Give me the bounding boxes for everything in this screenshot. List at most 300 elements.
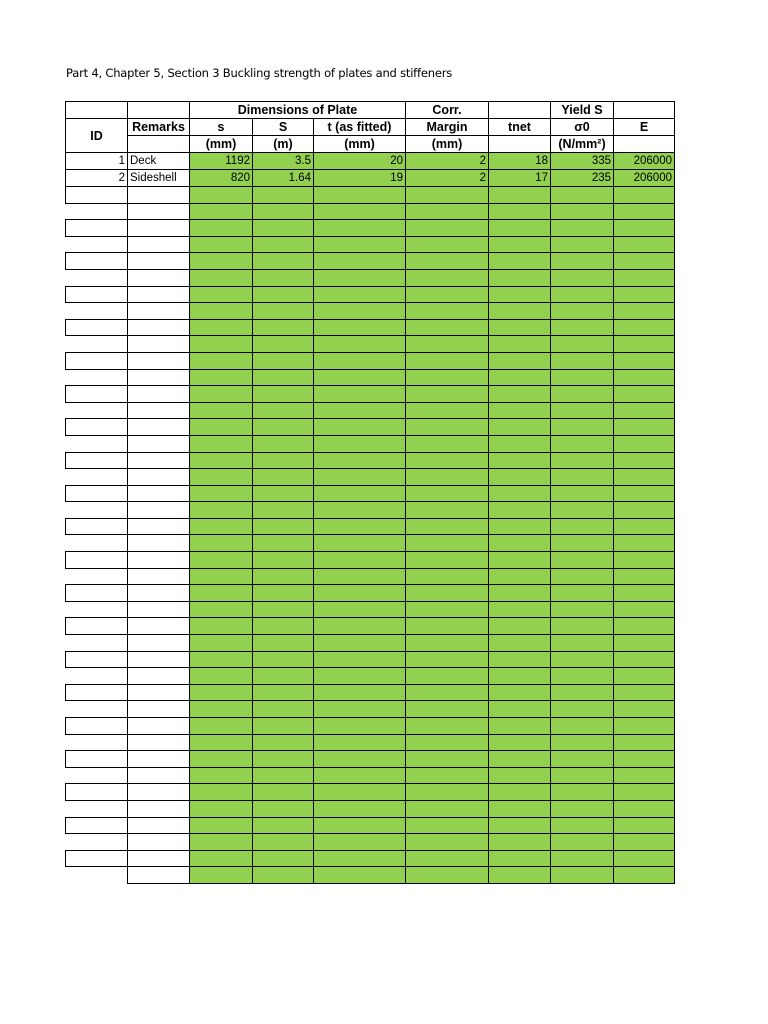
tnet-cell[interactable] — [489, 518, 551, 535]
s-cell[interactable] — [190, 419, 253, 436]
s-cell[interactable] — [190, 269, 253, 286]
margin-cell[interactable] — [406, 352, 489, 369]
margin-cell[interactable]: 2 — [406, 153, 489, 170]
remarks-cell[interactable] — [128, 236, 190, 253]
tnet-cell[interactable] — [489, 303, 551, 320]
s-cell[interactable] — [190, 850, 253, 867]
sigma-cell[interactable] — [551, 203, 614, 220]
sigma-cell[interactable] — [551, 800, 614, 817]
remarks-cell[interactable] — [128, 618, 190, 635]
t-cell[interactable] — [314, 867, 406, 884]
s-cell[interactable] — [190, 684, 253, 701]
S-cell[interactable] — [253, 767, 314, 784]
S-header[interactable]: S — [253, 119, 314, 136]
sigma-cell[interactable] — [551, 419, 614, 436]
S-cell[interactable] — [253, 535, 314, 552]
e-cell[interactable] — [614, 286, 675, 303]
id-cell[interactable] — [66, 718, 128, 735]
margin-cell[interactable] — [406, 635, 489, 652]
sigma-cell[interactable] — [551, 585, 614, 602]
s-cell[interactable] — [190, 187, 253, 204]
S-cell[interactable] — [253, 718, 314, 735]
S-cell[interactable] — [253, 502, 314, 519]
tnet-cell[interactable] — [489, 800, 551, 817]
margin-cell[interactable] — [406, 452, 489, 469]
tnet-cell[interactable]: 17 — [489, 170, 551, 187]
id-cell[interactable] — [66, 236, 128, 253]
yield-header[interactable]: Yield S — [551, 102, 614, 119]
e-cell[interactable] — [614, 269, 675, 286]
tnet-cell[interactable] — [489, 601, 551, 618]
e-cell[interactable] — [614, 718, 675, 735]
id-cell[interactable] — [66, 253, 128, 270]
sigma-cell[interactable] — [551, 784, 614, 801]
t-header[interactable]: t (as fitted) — [314, 119, 406, 136]
s-cell[interactable] — [190, 552, 253, 569]
e-cell[interactable] — [614, 618, 675, 635]
id-cell[interactable] — [66, 585, 128, 602]
e-cell[interactable] — [614, 601, 675, 618]
id-cell[interactable] — [66, 635, 128, 652]
e-unit[interactable] — [614, 136, 675, 153]
id-cell[interactable] — [66, 800, 128, 817]
tnet-cell[interactable] — [489, 369, 551, 386]
id-cell[interactable] — [66, 601, 128, 618]
remarks-cell[interactable] — [128, 286, 190, 303]
e-cell[interactable] — [614, 684, 675, 701]
S-cell[interactable] — [253, 817, 314, 834]
e-cell[interactable] — [614, 502, 675, 519]
id-cell[interactable] — [66, 435, 128, 452]
t-cell[interactable] — [314, 751, 406, 768]
id-cell[interactable] — [66, 303, 128, 320]
S-cell[interactable] — [253, 601, 314, 618]
tnet-cell[interactable] — [489, 220, 551, 237]
e-cell[interactable] — [614, 220, 675, 237]
margin-cell[interactable]: 2 — [406, 170, 489, 187]
remarks-cell[interactable] — [128, 718, 190, 735]
margin-cell[interactable] — [406, 668, 489, 685]
remarks-cell[interactable] — [128, 319, 190, 336]
remarks-cell[interactable] — [128, 253, 190, 270]
S-cell[interactable] — [253, 684, 314, 701]
tnet-cell[interactable] — [489, 635, 551, 652]
sigma-cell[interactable] — [551, 402, 614, 419]
S-cell[interactable] — [253, 552, 314, 569]
e-header[interactable]: E — [614, 119, 675, 136]
id-cell[interactable] — [66, 734, 128, 751]
margin-cell[interactable] — [406, 502, 489, 519]
e-cell[interactable] — [614, 635, 675, 652]
S-cell[interactable] — [253, 369, 314, 386]
tnet-cell[interactable] — [489, 668, 551, 685]
sigma-cell[interactable]: 235 — [551, 170, 614, 187]
s-cell[interactable] — [190, 518, 253, 535]
S-cell[interactable] — [253, 187, 314, 204]
t-cell[interactable] — [314, 286, 406, 303]
margin-cell[interactable] — [406, 319, 489, 336]
s-cell[interactable] — [190, 469, 253, 486]
sigma-cell[interactable] — [551, 718, 614, 735]
margin-cell[interactable] — [406, 269, 489, 286]
sigma-cell[interactable]: 335 — [551, 153, 614, 170]
S-cell[interactable] — [253, 651, 314, 668]
t-cell[interactable] — [314, 269, 406, 286]
corr-header[interactable]: Corr. — [406, 102, 489, 119]
remarks-cell[interactable] — [128, 485, 190, 502]
id-cell[interactable] — [66, 751, 128, 768]
margin-cell[interactable] — [406, 867, 489, 884]
sigma-cell[interactable] — [551, 502, 614, 519]
S-cell[interactable] — [253, 568, 314, 585]
e-cell[interactable] — [614, 469, 675, 486]
sigma-cell[interactable] — [551, 485, 614, 502]
e-cell[interactable] — [614, 485, 675, 502]
s-cell[interactable] — [190, 336, 253, 353]
remarks-cell[interactable] — [128, 834, 190, 851]
sigma-cell[interactable] — [551, 269, 614, 286]
t-cell[interactable] — [314, 319, 406, 336]
S-cell[interactable] — [253, 734, 314, 751]
e-cell[interactable] — [614, 518, 675, 535]
remarks-cell[interactable] — [128, 601, 190, 618]
tnet-cell[interactable] — [489, 684, 551, 701]
remarks-cell[interactable] — [128, 386, 190, 403]
t-cell[interactable] — [314, 850, 406, 867]
t-cell[interactable] — [314, 236, 406, 253]
sigma-cell[interactable] — [551, 535, 614, 552]
t-cell[interactable] — [314, 336, 406, 353]
sigma-cell[interactable] — [551, 701, 614, 718]
remarks-cell[interactable] — [128, 352, 190, 369]
tnet-cell[interactable] — [489, 568, 551, 585]
s-cell[interactable] — [190, 286, 253, 303]
tnet-cell[interactable] — [489, 236, 551, 253]
id-cell[interactable] — [66, 386, 128, 403]
sigma-cell[interactable] — [551, 751, 614, 768]
e-cell[interactable] — [614, 701, 675, 718]
tnet-cell[interactable] — [489, 751, 551, 768]
margin-cell[interactable] — [406, 618, 489, 635]
tnet-cell[interactable] — [489, 435, 551, 452]
id-cell[interactable] — [66, 352, 128, 369]
s-cell[interactable] — [190, 203, 253, 220]
tnet-cell[interactable] — [489, 336, 551, 353]
s-unit[interactable]: (mm) — [190, 136, 253, 153]
remarks-cell[interactable]: Deck — [128, 153, 190, 170]
sigma-cell[interactable] — [551, 668, 614, 685]
sigma-cell[interactable] — [551, 187, 614, 204]
tnet-cell[interactable] — [489, 784, 551, 801]
tnet-cell[interactable] — [489, 552, 551, 569]
s-cell[interactable] — [190, 253, 253, 270]
sigma-cell[interactable] — [551, 220, 614, 237]
margin-cell[interactable] — [406, 850, 489, 867]
t-cell[interactable] — [314, 502, 406, 519]
t-cell[interactable] — [314, 568, 406, 585]
remarks-cell[interactable] — [128, 784, 190, 801]
tnet-cell[interactable] — [489, 352, 551, 369]
margin-cell[interactable] — [406, 552, 489, 569]
remarks-cell[interactable] — [128, 751, 190, 768]
S-cell[interactable] — [253, 867, 314, 884]
remarks-header-top[interactable] — [128, 102, 190, 119]
margin-header[interactable]: Margin — [406, 119, 489, 136]
sigma-cell[interactable] — [551, 684, 614, 701]
S-cell[interactable] — [253, 518, 314, 535]
s-cell[interactable] — [190, 834, 253, 851]
tnet-cell[interactable] — [489, 253, 551, 270]
e-cell[interactable] — [614, 452, 675, 469]
tnet-cell[interactable] — [489, 767, 551, 784]
sigma-cell[interactable] — [551, 518, 614, 535]
remarks-cell[interactable] — [128, 469, 190, 486]
sigma-cell[interactable] — [551, 817, 614, 834]
t-cell[interactable] — [314, 651, 406, 668]
S-cell[interactable] — [253, 419, 314, 436]
remarks-cell[interactable] — [128, 668, 190, 685]
margin-cell[interactable] — [406, 220, 489, 237]
t-cell[interactable] — [314, 419, 406, 436]
e-cell[interactable] — [614, 834, 675, 851]
s-cell[interactable]: 820 — [190, 170, 253, 187]
s-cell[interactable] — [190, 220, 253, 237]
e-cell[interactable] — [614, 817, 675, 834]
S-cell[interactable] — [253, 834, 314, 851]
tnet-cell[interactable] — [489, 718, 551, 735]
e-cell[interactable] — [614, 585, 675, 602]
s-cell[interactable] — [190, 751, 253, 768]
t-cell[interactable] — [314, 618, 406, 635]
remarks-cell[interactable]: Sideshell — [128, 170, 190, 187]
margin-cell[interactable] — [406, 535, 489, 552]
S-cell[interactable] — [253, 635, 314, 652]
S-cell[interactable] — [253, 402, 314, 419]
margin-cell[interactable] — [406, 518, 489, 535]
margin-cell[interactable] — [406, 601, 489, 618]
id-cell[interactable]: 1 — [66, 153, 128, 170]
e-header-top[interactable] — [614, 102, 675, 119]
id-cell[interactable] — [66, 850, 128, 867]
id-cell[interactable] — [66, 618, 128, 635]
S-cell[interactable] — [253, 800, 314, 817]
t-cell[interactable] — [314, 684, 406, 701]
s-cell[interactable]: 1192 — [190, 153, 253, 170]
tnet-cell[interactable] — [489, 419, 551, 436]
s-cell[interactable] — [190, 452, 253, 469]
t-cell[interactable] — [314, 552, 406, 569]
remarks-cell[interactable] — [128, 535, 190, 552]
sigma-unit[interactable]: (N/mm²) — [551, 136, 614, 153]
s-cell[interactable] — [190, 734, 253, 751]
S-cell[interactable] — [253, 253, 314, 270]
tnet-cell[interactable] — [489, 651, 551, 668]
S-cell[interactable] — [253, 319, 314, 336]
t-cell[interactable] — [314, 734, 406, 751]
id-cell[interactable] — [66, 502, 128, 519]
S-cell[interactable] — [253, 618, 314, 635]
sigma-cell[interactable] — [551, 635, 614, 652]
id-cell[interactable] — [66, 817, 128, 834]
margin-cell[interactable] — [406, 684, 489, 701]
sigma-cell[interactable] — [551, 767, 614, 784]
e-cell[interactable] — [614, 303, 675, 320]
id-cell[interactable] — [66, 767, 128, 784]
sigma-cell[interactable] — [551, 867, 614, 884]
S-cell[interactable] — [253, 286, 314, 303]
sigma-cell[interactable] — [551, 319, 614, 336]
margin-cell[interactable] — [406, 800, 489, 817]
tnet-cell[interactable]: 18 — [489, 153, 551, 170]
remarks-cell[interactable] — [128, 585, 190, 602]
S-cell[interactable] — [253, 336, 314, 353]
tnet-cell[interactable] — [489, 469, 551, 486]
margin-cell[interactable] — [406, 469, 489, 486]
remarks-cell[interactable] — [128, 867, 190, 884]
remarks-cell[interactable] — [128, 651, 190, 668]
s-cell[interactable] — [190, 618, 253, 635]
e-cell[interactable] — [614, 800, 675, 817]
e-cell[interactable] — [614, 767, 675, 784]
s-cell[interactable] — [190, 601, 253, 618]
tnet-header-top[interactable] — [489, 102, 551, 119]
dimensions-of-plate-header[interactable]: Dimensions of Plate — [190, 102, 406, 119]
margin-cell[interactable] — [406, 784, 489, 801]
s-cell[interactable] — [190, 352, 253, 369]
s-cell[interactable] — [190, 635, 253, 652]
e-cell[interactable] — [614, 419, 675, 436]
e-cell[interactable] — [614, 568, 675, 585]
s-cell[interactable] — [190, 867, 253, 884]
t-cell[interactable] — [314, 668, 406, 685]
tnet-cell[interactable] — [489, 319, 551, 336]
sigma-cell[interactable] — [551, 386, 614, 403]
e-cell[interactable] — [614, 850, 675, 867]
t-cell[interactable] — [314, 784, 406, 801]
remarks-unit[interactable] — [128, 136, 190, 153]
s-cell[interactable] — [190, 236, 253, 253]
S-cell[interactable] — [253, 701, 314, 718]
e-cell[interactable] — [614, 535, 675, 552]
margin-cell[interactable] — [406, 701, 489, 718]
S-cell[interactable] — [253, 435, 314, 452]
e-cell[interactable] — [614, 319, 675, 336]
s-cell[interactable] — [190, 485, 253, 502]
tnet-cell[interactable] — [489, 485, 551, 502]
S-cell[interactable] — [253, 236, 314, 253]
margin-cell[interactable] — [406, 336, 489, 353]
margin-cell[interactable] — [406, 187, 489, 204]
tnet-cell[interactable] — [489, 203, 551, 220]
e-cell[interactable] — [614, 352, 675, 369]
id-cell[interactable] — [66, 485, 128, 502]
s-cell[interactable] — [190, 651, 253, 668]
sigma-cell[interactable] — [551, 618, 614, 635]
margin-cell[interactable] — [406, 253, 489, 270]
remarks-cell[interactable] — [128, 336, 190, 353]
sigma-cell[interactable] — [551, 834, 614, 851]
t-cell[interactable] — [314, 469, 406, 486]
e-cell[interactable] — [614, 651, 675, 668]
remarks-cell[interactable] — [128, 552, 190, 569]
tnet-cell[interactable] — [489, 850, 551, 867]
margin-cell[interactable] — [406, 568, 489, 585]
t-cell[interactable] — [314, 635, 406, 652]
t-unit[interactable]: (mm) — [314, 136, 406, 153]
s-cell[interactable] — [190, 718, 253, 735]
id-cell[interactable] — [66, 568, 128, 585]
t-cell[interactable] — [314, 800, 406, 817]
remarks-cell[interactable] — [128, 734, 190, 751]
id-cell[interactable] — [66, 187, 128, 204]
s-cell[interactable] — [190, 767, 253, 784]
S-cell[interactable] — [253, 751, 314, 768]
tnet-cell[interactable] — [489, 618, 551, 635]
id-cell[interactable] — [66, 469, 128, 486]
remarks-cell[interactable] — [128, 452, 190, 469]
tnet-cell[interactable] — [489, 452, 551, 469]
margin-cell[interactable] — [406, 734, 489, 751]
remarks-cell[interactable] — [128, 187, 190, 204]
sigma-cell[interactable] — [551, 651, 614, 668]
s-cell[interactable] — [190, 784, 253, 801]
remarks-cell[interactable] — [128, 435, 190, 452]
S-cell[interactable]: 3.5 — [253, 153, 314, 170]
id-header[interactable]: ID — [66, 119, 128, 153]
margin-cell[interactable] — [406, 751, 489, 768]
id-cell[interactable] — [66, 203, 128, 220]
S-cell[interactable] — [253, 203, 314, 220]
S-cell[interactable] — [253, 386, 314, 403]
sigma-cell[interactable] — [551, 452, 614, 469]
margin-unit[interactable]: (mm) — [406, 136, 489, 153]
e-cell[interactable] — [614, 751, 675, 768]
tnet-cell[interactable] — [489, 834, 551, 851]
id-cell[interactable] — [66, 402, 128, 419]
e-cell[interactable] — [614, 734, 675, 751]
tnet-cell[interactable] — [489, 701, 551, 718]
e-cell[interactable] — [614, 369, 675, 386]
remarks-cell[interactable] — [128, 684, 190, 701]
margin-cell[interactable] — [406, 817, 489, 834]
sigma-cell[interactable] — [551, 236, 614, 253]
id-cell[interactable] — [66, 552, 128, 569]
tnet-cell[interactable] — [489, 502, 551, 519]
s-cell[interactable] — [190, 800, 253, 817]
remarks-cell[interactable] — [128, 635, 190, 652]
id-cell[interactable] — [66, 684, 128, 701]
s-cell[interactable] — [190, 535, 253, 552]
remarks-cell[interactable] — [128, 402, 190, 419]
margin-cell[interactable] — [406, 585, 489, 602]
tnet-cell[interactable] — [489, 734, 551, 751]
S-cell[interactable] — [253, 668, 314, 685]
id-cell[interactable] — [66, 286, 128, 303]
id-cell[interactable] — [66, 668, 128, 685]
remarks-cell[interactable] — [128, 203, 190, 220]
S-cell[interactable] — [253, 269, 314, 286]
id-cell[interactable] — [66, 518, 128, 535]
S-cell[interactable] — [253, 850, 314, 867]
e-cell[interactable] — [614, 402, 675, 419]
remarks-cell[interactable] — [128, 518, 190, 535]
e-cell[interactable] — [614, 203, 675, 220]
id-cell[interactable] — [66, 269, 128, 286]
t-cell[interactable] — [314, 203, 406, 220]
remarks-cell[interactable] — [128, 568, 190, 585]
s-header[interactable]: s — [190, 119, 253, 136]
margin-cell[interactable] — [406, 767, 489, 784]
